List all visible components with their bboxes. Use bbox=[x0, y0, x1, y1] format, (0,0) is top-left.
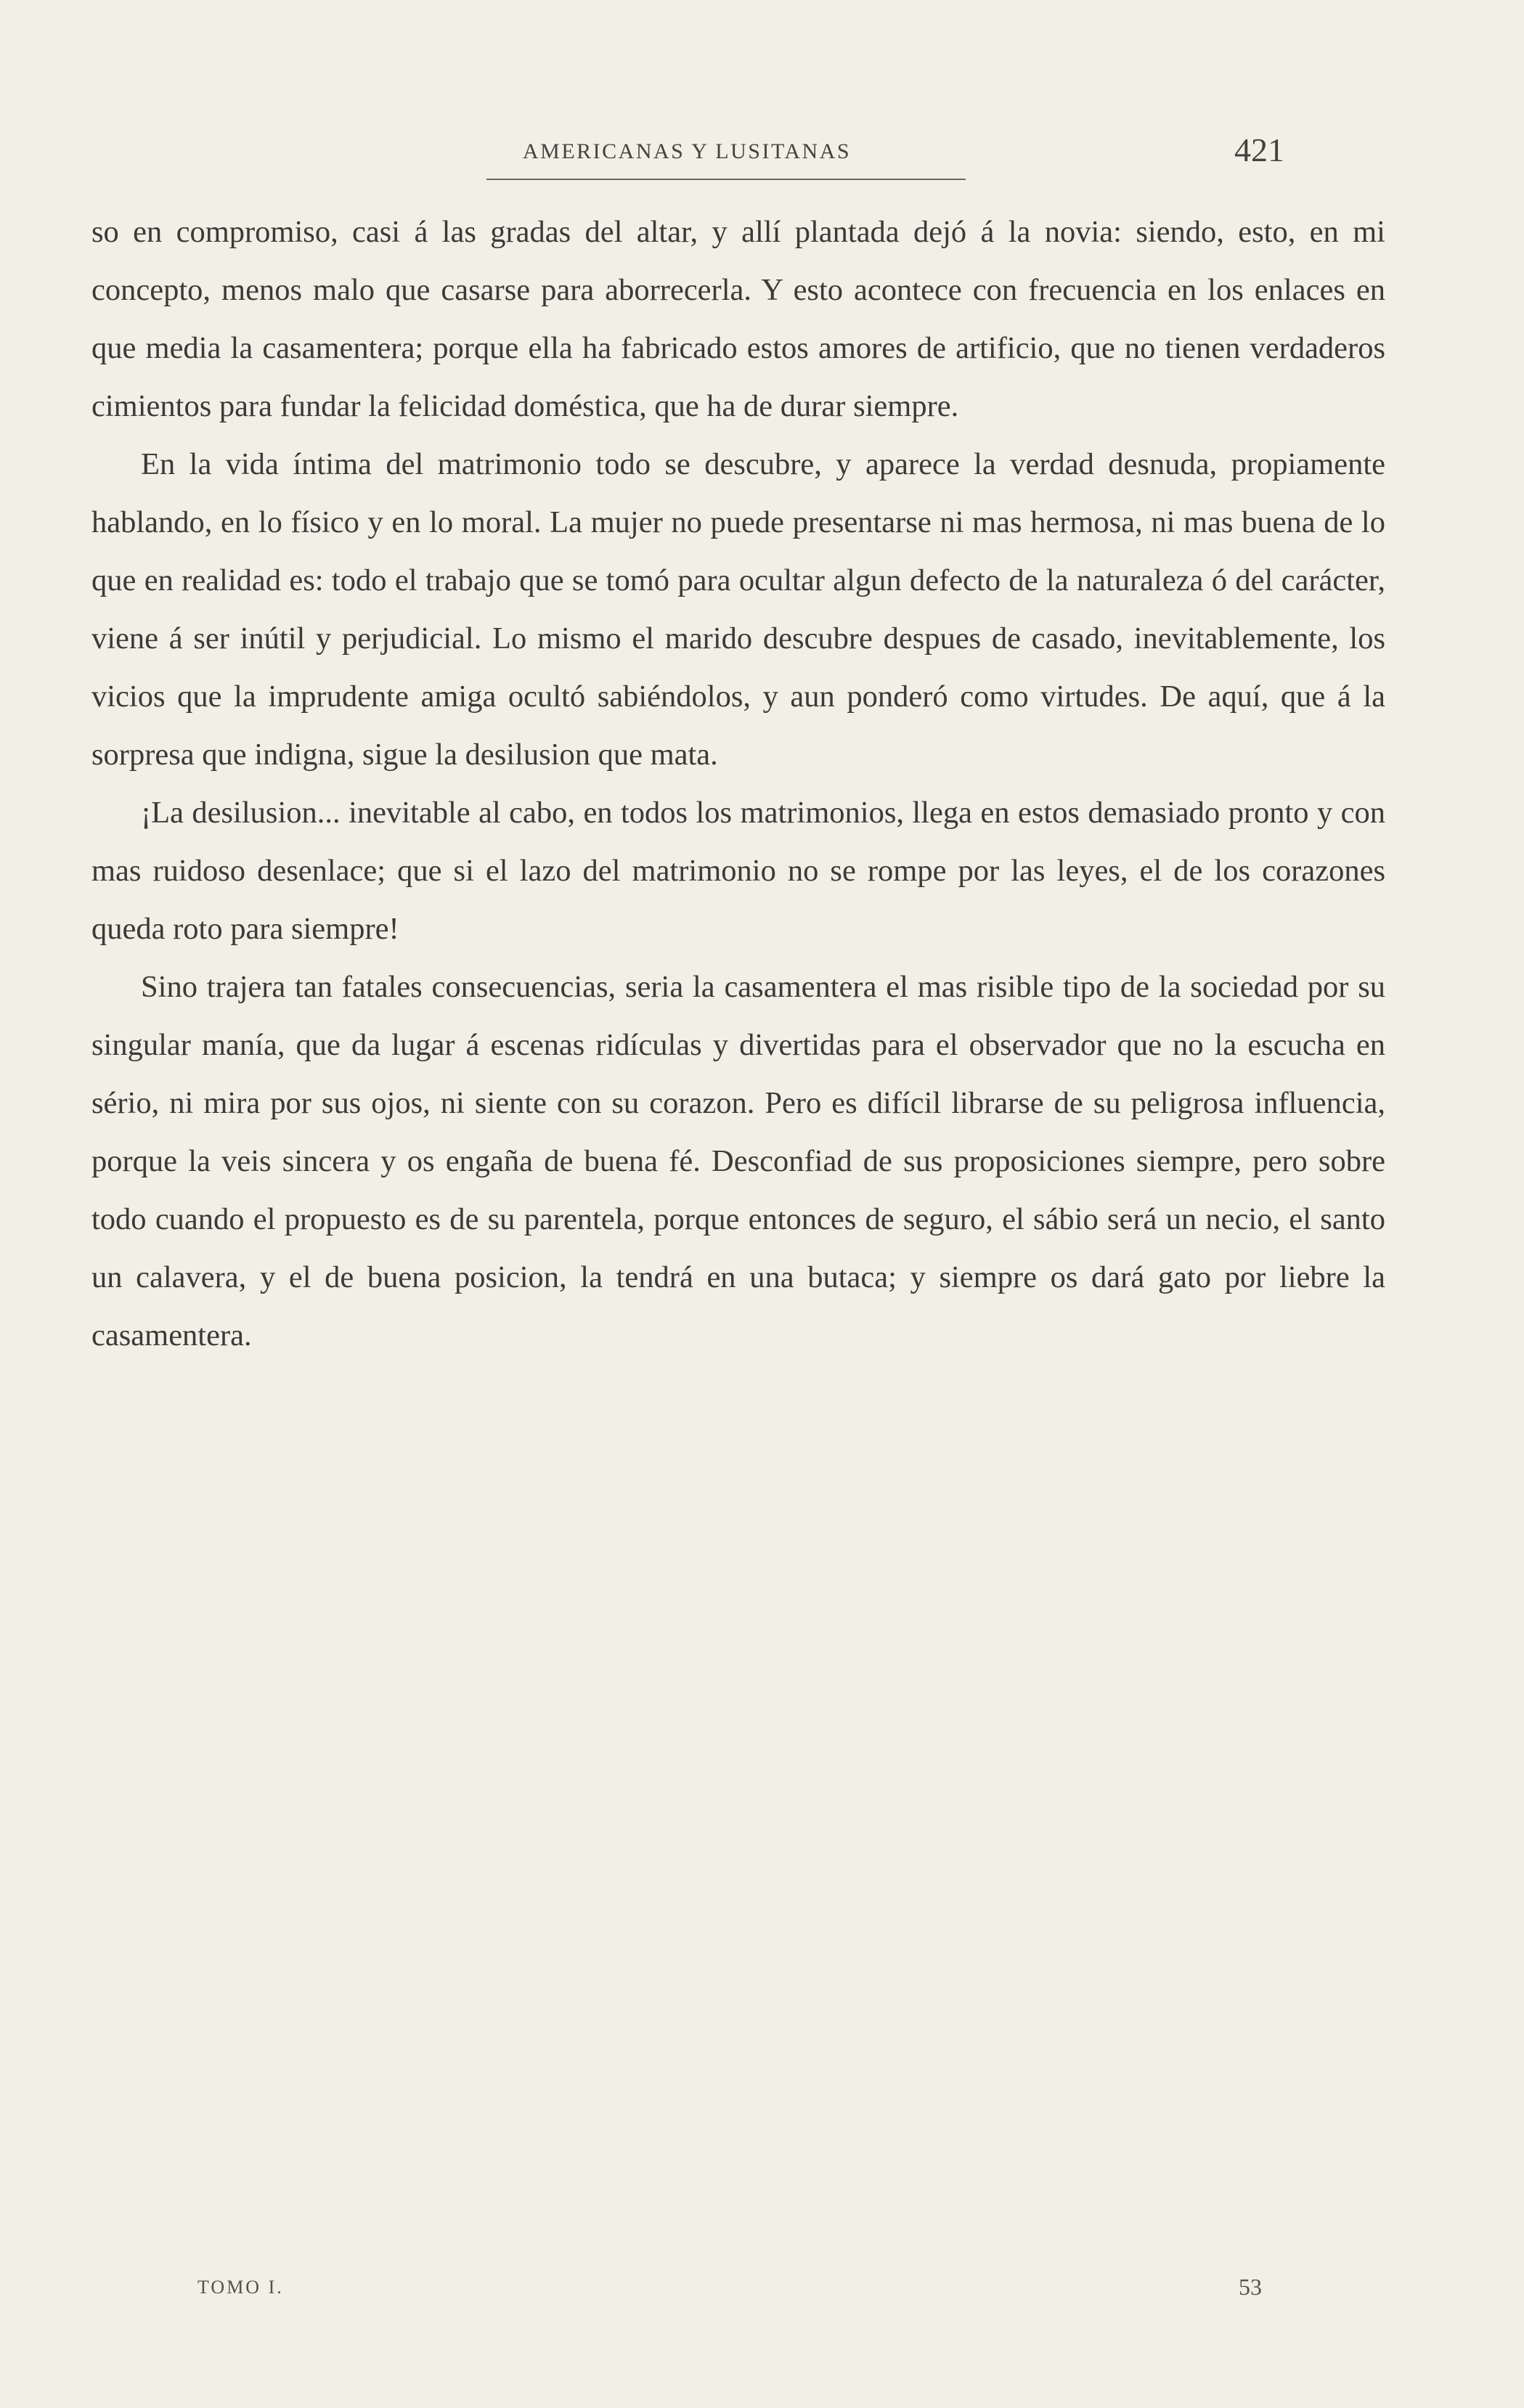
paragraph: Sino trajera tan fatales consecuencias, seria la casamentera el mas risible tipo de la sociedad por su singular manía, que da lugar á escenas ridículas y divertidas para el observador que no la escucha en sério, ni mira por sus ojos, ni siente con su corazon. Pero es difícil librarse de su peligrosa influencia, porque la veis sincera y os engaña de buena fé. Desconfiad de sus proposiciones siempre, pero sobre todo cuando el propuesto es de su parentela, porque entonces de seguro, el sábio será un necio, el santo un calavera, y el de buena posicion, la tendrá en una butaca; y siempre os dará gato por liebre la casamentera. bbox=[91, 970, 1385, 1352]
signature-mark: 53 bbox=[1239, 2274, 1262, 2300]
page-number: 421 bbox=[1234, 131, 1284, 168]
paragraph: ¡La desilusion... inevitable al cabo, en todos los matrimonios, llega en estos demasiado pronto y con mas ruidoso desenlace; que si el lazo del matrimonio no se rompe por las leyes, el de los corazones queda roto para siempre! bbox=[91, 796, 1385, 946]
paragraph-continued: so en compromiso, casi á las gradas del altar, y allí plantada dejó á la novia: siendo, esto, en mi concepto, menos malo que casarse para aborrecerla. Y esto acontece con frecuencia en los enlaces en que media la casamentera; porque ella ha fabricado estos amores de artificio, que no tienen verdaderos cimientos para fundar la felicidad doméstica, que ha de durar siempre. bbox=[91, 215, 1385, 423]
paragraph: En la vida íntima del matrimonio todo se descubre, y aparece la verdad desnuda, propiamente hablando, en lo físico y en lo moral. La mujer no puede presentarse ni mas hermosa, ni mas buena de lo que en realidad es: todo el trabajo que se tomó para ocultar algun defecto de la naturaleza ó del carácter, viene á ser inútil y perjudicial. Lo mismo el marido descubre despues de casado, inevitablemente, los vicios que la imprudente amiga ocultó sabiéndolos, y aun ponderó como virtudes. De aquí, que á la sorpresa que indigna, sigue la desilusion que mata. bbox=[91, 447, 1385, 772]
header-rule bbox=[486, 179, 966, 180]
volume-label: TOMO I. bbox=[197, 2277, 284, 2298]
running-head-title: AMERICANAS Y LUSITANAS bbox=[523, 139, 852, 163]
body-text bbox=[91, 203, 1385, 1365]
running-head bbox=[0, 131, 1524, 179]
page-footer bbox=[0, 2274, 1524, 2313]
